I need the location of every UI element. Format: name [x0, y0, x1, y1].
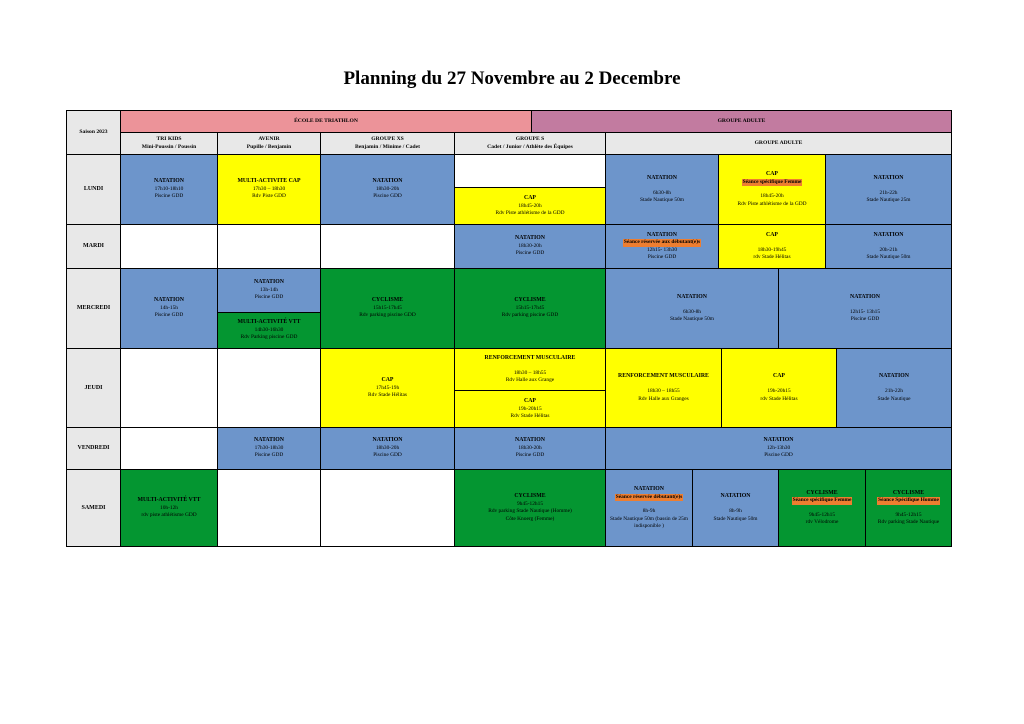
lundi-trikids: NATATION 17h10-18h10 Piscine GDD	[120, 154, 218, 225]
mardi-s: NATATION 18h30-20h Piscine GDD	[454, 224, 606, 269]
mercredi-adulte-1: NATATION 6h30-8h Stade Nautique 50m	[605, 268, 779, 349]
vendredi-xs: NATATION 18h30-20h Piscine GDD	[320, 427, 455, 470]
lundi-s: CAP 18h45-20h Rdv Piste athlétisme de la GDD	[454, 187, 606, 225]
col-header-s: GROUPE S Cadet / Junior / Athlète des Équipes	[454, 132, 606, 155]
col-header-avenir: AVENIR Pupille / Benjamin	[217, 132, 321, 155]
mercredi-xs: CYCLISME 15h15-17h45 Rdv parking piscine GDD	[320, 268, 455, 349]
mardi-adulte-1: NATATION Séance réservée aux débutant(e)s 12h15- 13h30 Piscine GDD	[605, 224, 719, 269]
jeudi-s-cap: CAP 19h-20h15 Rdv Stade Hélitas	[454, 390, 606, 428]
mardi-xs	[320, 224, 455, 269]
mardi-avenir	[217, 224, 321, 269]
page-title: Planning du 27 Novembre au 2 Decembre	[343, 68, 681, 89]
samedi-adulte-4: CYCLISME Séance Spécifique Homme 9h45-12h15 Rdv parking Stade Nautique	[865, 469, 952, 547]
samedi-s: CYCLISME 9h45-12h15 Rdv parking Stade Nautique (Homme) Côte Knoerg (Femme)	[454, 469, 606, 547]
samedi-xs	[320, 469, 455, 547]
day-lundi: LUNDI	[66, 154, 121, 225]
jeudi-adulte-3: NATATION 21h-22h Stade Nautique	[836, 348, 952, 428]
jeudi-adulte-2: CAP 19h-20h15 rdv Stade Hélitas	[721, 348, 837, 428]
lundi-avenir: MULTI-ACTIVITE CAP 17h30 – 18h30 Rdv Piste GDD	[217, 154, 321, 225]
day-jeudi: JEUDI	[66, 348, 121, 428]
mercredi-avenir-natation: NATATION 13h-14h Piscine GDD	[217, 268, 321, 313]
day-samedi: SAMEDI	[66, 469, 121, 547]
jeudi-xs: CAP 17h45-19h Rdv Stade Hélitas	[320, 348, 455, 428]
mercredi-trikids: NATATION 14h-15h Piscine GDD	[120, 268, 218, 349]
groupe-adulte-top-header: GROUPE ADULTE	[531, 110, 952, 133]
mardi-adulte-3: NATATION 20h-21h Stade Nautique 50m	[825, 224, 952, 269]
lundi-adulte-2: CAP Séance spécifique Femme 18h45-20h Rdv Piste athlétisme de la GDD	[718, 154, 826, 225]
lundi-adulte-3: NATATION 21h-22h Stade Nautique 25m	[825, 154, 952, 225]
samedi-adulte-3: CYCLISME Séance spécifique Femme 9h45-12h15 rdv Vélodrome	[778, 469, 866, 547]
col-header-xs: GROUPE XS Benjamin / Minime / Cadet	[320, 132, 455, 155]
day-mercredi: MERCREDI	[66, 268, 121, 349]
jeudi-s-renfo: RENFORCEMENT MUSCULAIRE 18h30 – 18h55 Rdv Halle aux Grange	[454, 348, 606, 391]
lundi-adulte-1: NATATION 6h30-8h Stade Nautique 50m	[605, 154, 719, 225]
mardi-trikids	[120, 224, 218, 269]
jeudi-trikids	[120, 348, 218, 428]
vendredi-trikids	[120, 427, 218, 470]
schedule-table	[66, 110, 952, 547]
jeudi-adulte-1: RENFORCEMENT MUSCULAIRE 18h30 – 18h55 Rdv Halle aux Granges	[605, 348, 722, 428]
lundi-s-empty	[454, 154, 606, 188]
mercredi-s: CYCLISME 15h15-17h45 Rdv parking piscine GDD	[454, 268, 606, 349]
vendredi-s: NATATION 18h30-20h Piscine GDD	[454, 427, 606, 470]
jeudi-avenir	[217, 348, 321, 428]
vendredi-adulte: NATATION 12h-13h30 Piscine GDD	[605, 427, 952, 470]
vendredi-avenir: NATATION 17h30-18h30 Piscine GDD	[217, 427, 321, 470]
lundi-xs: NATATION 18h30-20h Piscine GDD	[320, 154, 455, 225]
col-header-trikids: TRI KIDS Mini-Poussin / Poussin	[120, 132, 218, 155]
mercredi-adulte-2: NATATION 12h15- 13h15 Piscine GDD	[778, 268, 952, 349]
mercredi-avenir-vtt: MULTI-ACTIVITÉ VTT 14h30-16h30 Rdv Parking piscine GDD	[217, 312, 321, 349]
day-mardi: MARDI	[66, 224, 121, 269]
samedi-adulte-1: NATATION Séance réservée débutant(e)s 8h-9h Stade Nautique 50m (bassin de 25m indisponible )	[605, 469, 693, 547]
mardi-adulte-2: CAP 18h30-19h45 rdv Stade Hélitas	[718, 224, 826, 269]
samedi-avenir	[217, 469, 321, 547]
day-vendredi: VENDREDI	[66, 427, 121, 470]
col-header-adulte: GROUPE ADULTE	[605, 132, 952, 155]
season-label: Saison 2023	[66, 110, 121, 155]
samedi-adulte-2: NATATION 8h-9h Stade Nautique 50m	[692, 469, 779, 547]
samedi-trikids: MULTI-ACTIVITÉ VTT 10h-12h rdv piste athlétisme GDD	[120, 469, 218, 547]
ecole-header: ÉCOLE DE TRIATHLON	[120, 110, 532, 133]
